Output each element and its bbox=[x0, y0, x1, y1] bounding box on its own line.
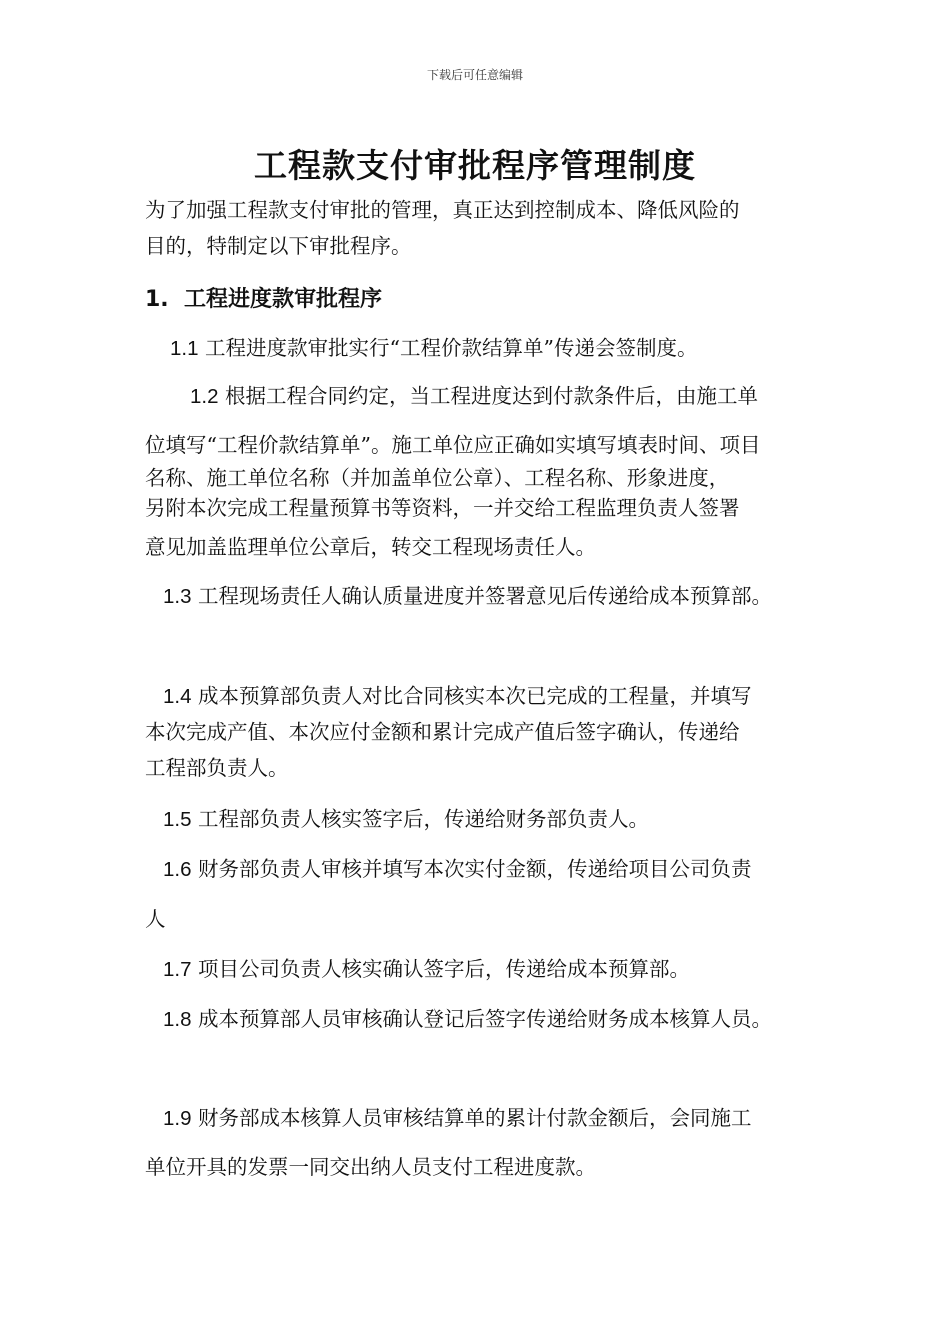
item-1-9-line-2: 单位开具的发票一同交出纳人员支付工程进度款。 bbox=[145, 1155, 596, 1179]
item-1-2-line-5: 意见加盖监理单位公章后，转交工程现场责任人。 bbox=[145, 535, 596, 559]
intro-line-1: 为了加强工程款支付审批的管理，真正达到控制成本、降低风险的 bbox=[145, 198, 740, 222]
item-1-9-line-1 bbox=[163, 1102, 843, 1135]
item-1-7 bbox=[163, 953, 843, 986]
item-text: 财务部负责人审核并填写本次实付金额，传递给项目公司负责 bbox=[198, 857, 752, 881]
item-text: 成本预算部负责人对比合同核实本次已完成的工程量，并填写 bbox=[198, 684, 752, 708]
item-1-2-line-1 bbox=[190, 380, 870, 413]
item-1-3 bbox=[163, 580, 843, 613]
intro-line-2: 目的，特制定以下审批程序。 bbox=[145, 234, 412, 258]
item-text: 工程部负责人核实签字后，传递给财务部负责人。 bbox=[198, 807, 650, 831]
item-text: 项目公司负责人核实确认签字后，传递给成本预算部。 bbox=[198, 957, 691, 981]
item-text: 工程现场责任人确认质量进度并签署意见后传递给成本预算部。 bbox=[198, 584, 773, 608]
item-number: 1.6 bbox=[163, 858, 192, 881]
item-text: 财务部成本核算人员审核结算单的累计付款金额后，会同施工 bbox=[198, 1106, 752, 1130]
item-1-1 bbox=[170, 332, 850, 365]
item-number: 1.1 bbox=[170, 337, 199, 360]
item-number: 1.7 bbox=[163, 958, 192, 981]
item-1-6-line-2: 人 bbox=[145, 907, 166, 931]
item-1-6-line-1 bbox=[163, 853, 843, 886]
item-number: 1.5 bbox=[163, 808, 192, 831]
header-note: 下载后可任意编辑 bbox=[426, 68, 523, 82]
item-1-4-line-1 bbox=[163, 680, 843, 713]
item-number: 1.4 bbox=[163, 685, 192, 708]
item-text: 根据工程合同约定，当工程进度达到付款条件后，由施工单 bbox=[225, 384, 759, 408]
item-text: 工程进度款审批实行“工程价款结算单”传递会签制度。 bbox=[205, 336, 698, 360]
document-title: 工程款支付审批程序管理制度 bbox=[254, 146, 696, 185]
section-title: 工程进度款审批程序 bbox=[184, 287, 383, 312]
item-1-4-line-2: 本次完成产值、本次应付金额和累计完成产值后签字确认，传递给 bbox=[145, 720, 740, 744]
item-text: 成本预算部人员审核确认登记后签字传递给财务成本核算人员。 bbox=[198, 1007, 773, 1031]
item-number: 1.2 bbox=[190, 385, 219, 408]
section-heading bbox=[145, 282, 382, 313]
item-1-2-line-3: 名称、施工单位名称（并加盖单位公章）、工程名称、形象进度， bbox=[145, 466, 730, 490]
item-1-2-line-2: 位填写“工程价款结算单”。施工单位应正确如实填写填表时间、项目 bbox=[145, 433, 761, 457]
item-number: 1.8 bbox=[163, 1008, 192, 1031]
item-1-5 bbox=[163, 803, 843, 836]
item-1-8 bbox=[163, 1003, 843, 1036]
item-number: 1.3 bbox=[163, 585, 192, 608]
section-number: 1. bbox=[145, 287, 169, 312]
item-number: 1.9 bbox=[163, 1107, 192, 1130]
item-1-2-line-4: 另附本次完成工程量预算书等资料，一并交给工程监理负责人签署 bbox=[145, 496, 740, 520]
item-1-4-line-3: 工程部负责人。 bbox=[145, 756, 289, 780]
